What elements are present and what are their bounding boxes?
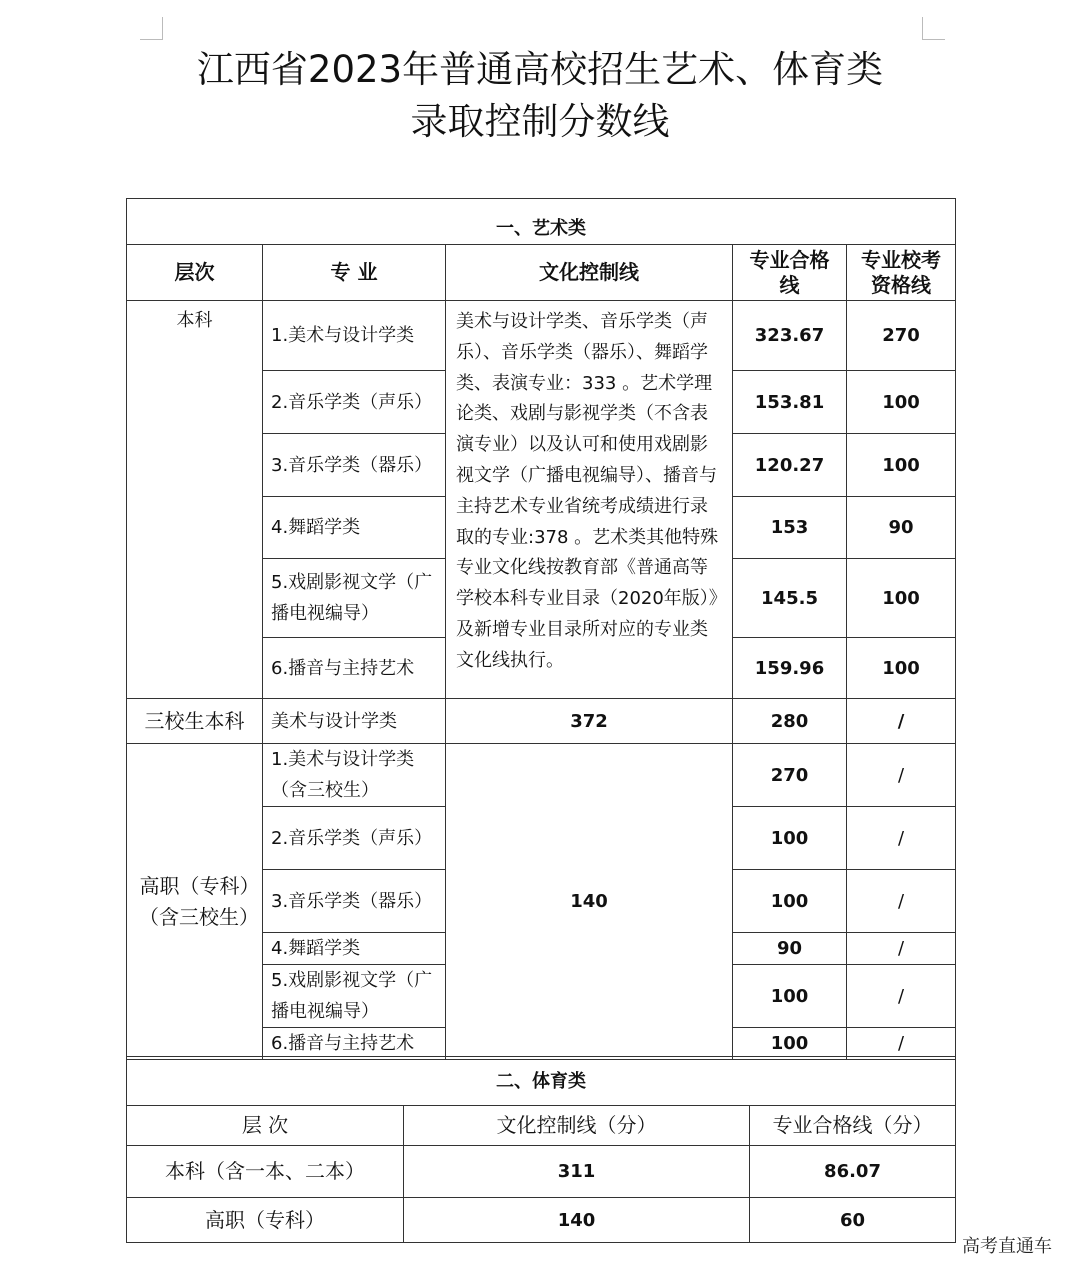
pass-line-cell: 100 <box>733 1028 847 1060</box>
major-cell: 5.戏剧影视文学（广播电视编导） <box>263 965 446 1028</box>
pass-line-cell: 270 <box>733 744 847 807</box>
benke-culture-note: 美术与设计学类、音乐学类（声乐）、音乐学类（器乐）、舞蹈学类、表演专业：333 。艺术学理论类、戏剧与影视学类（不含表演专业）以及认可和使用戏剧影视文学（广播电视编导）、播音与主持艺术专业省统考成绩进行录取的专业:378 。艺术类其他特殊专业文化线按教育部《普通高等学校本科专业目录（2020年版）》及新增专业目录所对应的专业类文化线执行。 <box>446 301 733 699</box>
pass-line-cell: 100 <box>733 807 847 870</box>
pass-line-cell: 153 <box>733 497 847 559</box>
school-line-cell: 100 <box>847 638 956 699</box>
pass-line-cell: 153.81 <box>733 371 847 434</box>
sport-level-cell: 高职（专科） <box>127 1198 404 1243</box>
pass-line-cell: 100 <box>733 965 847 1028</box>
major-cell: 3.音乐学类（器乐） <box>263 870 446 933</box>
sport-pass-cell: 86.07 <box>750 1146 956 1198</box>
document-title: 江西省2023年普通高校招生艺术、体育类 <box>196 48 884 91</box>
sport-culture-cell: 140 <box>404 1198 750 1243</box>
gaozhi-culture-line: 140 <box>446 744 733 1060</box>
level-sanxiao: 三校生本科 <box>127 699 263 744</box>
culture-line-cell: 372 <box>446 699 733 744</box>
major-cell: 1.美术与设计学类（含三校生） <box>263 744 446 807</box>
pass-line-cell: 159.96 <box>733 638 847 699</box>
school-line-cell: 100 <box>847 559 956 638</box>
header-level: 层次 <box>127 245 263 301</box>
sport-level-cell: 本科（含一本、二本） <box>127 1146 404 1198</box>
pass-line-cell: 120.27 <box>733 434 847 497</box>
sport-header-culture: 文化控制线（分） <box>404 1106 750 1146</box>
school-line-cell: 100 <box>847 434 956 497</box>
table-row <box>127 1146 956 1198</box>
major-cell: 1.美术与设计学类 <box>263 301 446 371</box>
sport-section-title: 二、体育类 <box>127 1057 956 1106</box>
pass-line-cell: 90 <box>733 933 847 965</box>
major-cell: 4.舞蹈学类 <box>263 933 446 965</box>
school-line-cell: / <box>847 807 956 870</box>
pass-line-cell: 323.67 <box>733 301 847 371</box>
major-cell: 美术与设计学类 <box>263 699 446 744</box>
table-row <box>127 301 956 371</box>
pass-line-cell: 280 <box>733 699 847 744</box>
major-cell: 2.音乐学类（声乐） <box>263 807 446 870</box>
sport-score-table <box>126 1056 956 1243</box>
table-row <box>127 699 956 744</box>
sport-pass-cell: 60 <box>750 1198 956 1243</box>
sport-header-level: 层 次 <box>127 1106 404 1146</box>
pass-line-cell: 145.5 <box>733 559 847 638</box>
header-pass-line: 专业合格线 <box>733 245 847 301</box>
school-line-cell: / <box>847 965 956 1028</box>
document-subtitle: 录取控制分数线 <box>410 100 670 143</box>
major-cell: 6.播音与主持艺术 <box>263 1028 446 1060</box>
level-gaozhi: 高职（专科）（含三校生） <box>127 744 263 1060</box>
table-row <box>127 1198 956 1243</box>
major-cell: 2.音乐学类（声乐） <box>263 371 446 434</box>
table-row <box>127 744 956 807</box>
header-major: 专 业 <box>263 245 446 301</box>
level-benke: 本科 <box>127 301 263 699</box>
school-line-cell: / <box>847 933 956 965</box>
school-line-cell: 100 <box>847 371 956 434</box>
watermark: 高考直通车 <box>962 1236 1052 1257</box>
school-line-cell: / <box>847 744 956 807</box>
major-cell: 6.播音与主持艺术 <box>263 638 446 699</box>
major-cell: 5.戏剧影视文学（广播电视编导） <box>263 559 446 638</box>
school-line-cell: / <box>847 1028 956 1060</box>
major-cell: 3.音乐学类（器乐） <box>263 434 446 497</box>
art-section-title: 一、艺术类 <box>127 199 956 245</box>
page-corner-mark <box>140 17 163 40</box>
school-line-cell: / <box>847 699 956 744</box>
sport-culture-cell: 311 <box>404 1146 750 1198</box>
sport-header-pass: 专业合格线（分） <box>750 1106 956 1146</box>
page-corner-mark <box>922 17 945 40</box>
major-cell: 4.舞蹈学类 <box>263 497 446 559</box>
art-score-table <box>126 198 956 1060</box>
school-line-cell: / <box>847 870 956 933</box>
school-line-cell: 90 <box>847 497 956 559</box>
pass-line-cell: 100 <box>733 870 847 933</box>
school-line-cell: 270 <box>847 301 956 371</box>
header-culture-line: 文化控制线 <box>446 245 733 301</box>
header-school-exam-line: 专业校考资格线 <box>847 245 956 301</box>
